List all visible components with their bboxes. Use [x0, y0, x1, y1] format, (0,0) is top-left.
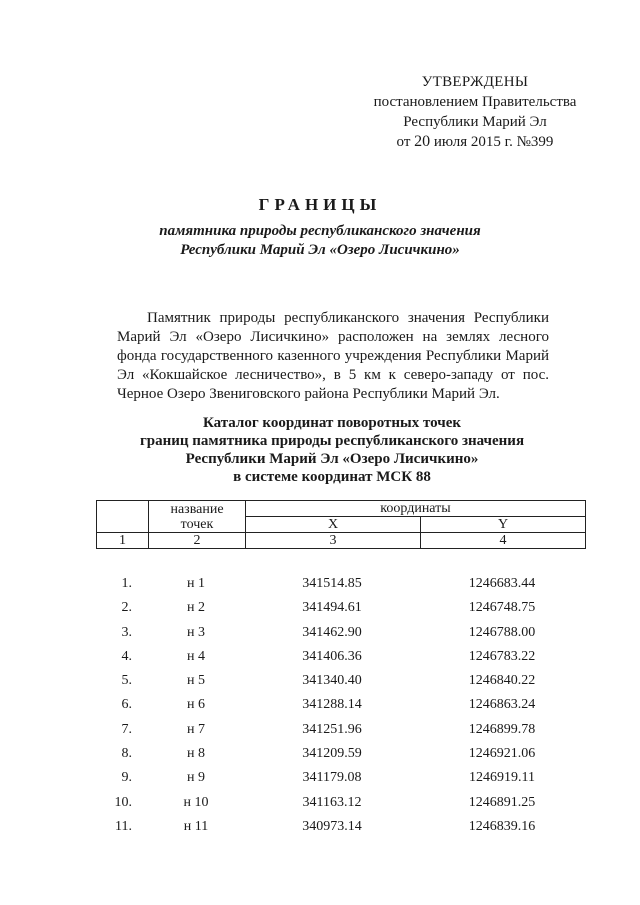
header-point-name-line-2: точек — [180, 516, 214, 532]
row-number: 8. — [121, 746, 132, 762]
catalog-title-line-3: Республики Марий Эл «Озеро Лисичкино» — [185, 451, 479, 467]
header-point-name-line-1: название — [170, 501, 224, 517]
row-number: 1. — [121, 576, 132, 591]
table-row — [96, 815, 586, 839]
table-row — [96, 742, 586, 766]
subtitle-line-1: памятника природы республиканского значения — [159, 223, 481, 239]
row-x: 341251.96 — [302, 721, 362, 737]
table-row — [96, 791, 586, 815]
row-point: н 7 — [187, 721, 205, 737]
header-col-number-1: 1 — [97, 533, 149, 549]
row-x: 341209.59 — [302, 746, 362, 762]
header-coordinates: координаты — [246, 501, 586, 517]
approval-block — [360, 72, 590, 152]
row-x: 340973.14 — [302, 818, 362, 834]
coordinates-rows — [96, 572, 586, 839]
row-point: н 6 — [187, 697, 205, 713]
row-y: 1246863.24 — [468, 697, 536, 713]
row-point: н 10 — [183, 794, 209, 810]
catalog-title-line-2: границ памятника природы республиканского значения — [139, 433, 525, 449]
table-row — [96, 693, 586, 717]
approval-heading: УТВЕРЖДЕНЫ — [421, 74, 529, 90]
catalog-title — [0, 414, 640, 486]
row-point: н 5 — [187, 673, 205, 689]
row-x: 341514.85 — [302, 576, 362, 591]
table-row — [96, 718, 586, 742]
intro-paragraph — [117, 309, 549, 404]
table-row — [96, 621, 586, 645]
header-x: X — [246, 517, 421, 533]
row-y: 1246921.06 — [468, 746, 536, 762]
approval-authority: постановлением Правительства — [373, 94, 577, 110]
row-x: 341462.90 — [302, 624, 362, 640]
row-point: н 9 — [187, 770, 205, 786]
row-number: 6. — [121, 697, 132, 713]
row-x: 341406.36 — [302, 648, 362, 664]
row-number: 5. — [121, 673, 132, 689]
row-y: 1246748.75 — [468, 600, 536, 616]
intro-text: Памятник природы республиканского значения Республики Марий Эл «Озеро Лисичкино» расположен на землях лесного фонда государственного казенного учреждения Республики Марий Эл «Кокшайское лесничество», в 5 км к северо-западу от пос. Черное Озеро Звениговского района Республики Марий Эл. — [117, 310, 549, 402]
row-x: 341494.61 — [302, 600, 362, 616]
row-point: н 11 — [183, 818, 209, 834]
row-number: 7. — [121, 721, 132, 737]
header-col-number-3: 3 — [246, 533, 421, 549]
row-y: 1246683.44 — [468, 576, 536, 591]
row-y: 1246919.11 — [469, 770, 535, 786]
row-number: 9. — [121, 770, 132, 786]
row-y: 1246899.78 — [468, 721, 536, 737]
row-y: 1246788.00 — [468, 624, 536, 640]
subtitle-line-2: Республики Марий Эл «Озеро Лисичкино» — [180, 242, 460, 258]
table-row — [96, 645, 586, 669]
row-point: н 3 — [187, 624, 205, 640]
row-y: 1246840.22 — [468, 673, 536, 689]
coordinates-table-header — [96, 500, 586, 549]
row-number: 10. — [114, 794, 132, 810]
row-x: 341179.08 — [302, 770, 362, 786]
row-x: 341340.40 — [302, 673, 362, 689]
catalog-title-line-1: Каталог координат поворотных точек — [202, 415, 462, 431]
row-y: 1246839.16 — [468, 818, 536, 834]
row-x: 341163.12 — [302, 794, 362, 810]
catalog-title-line-4: в системе координат МСК 88 — [233, 469, 431, 485]
approval-republic: Республики Марий Эл — [403, 114, 547, 130]
header-col-number-2: 2 — [149, 533, 246, 549]
row-point: н 1 — [187, 576, 205, 591]
row-point: н 8 — [187, 746, 205, 762]
row-number: 3. — [121, 624, 132, 640]
row-point: н 2 — [187, 600, 205, 616]
table-row — [96, 669, 586, 693]
row-number: 4. — [121, 648, 132, 664]
header-y: Y — [421, 517, 586, 533]
table-row — [96, 596, 586, 620]
row-number: 11. — [115, 818, 132, 834]
approval-date-prefix: от — [396, 134, 411, 150]
header-col-number-4: 4 — [421, 533, 586, 549]
header-point-name — [149, 501, 246, 533]
row-x: 341288.14 — [302, 697, 362, 713]
document-subtitle — [0, 222, 640, 260]
document-title: ГРАНИЦЫ — [258, 195, 382, 214]
table-row — [96, 572, 586, 596]
approval-date-rest: июля 2015 г. №399 — [433, 134, 554, 150]
row-point: н 4 — [187, 648, 205, 664]
row-number: 2. — [121, 600, 132, 616]
row-y: 1246783.22 — [468, 648, 536, 664]
header-number-cell — [97, 501, 149, 533]
table-row — [96, 766, 586, 790]
approval-date-day: 20 — [414, 133, 431, 150]
row-y: 1246891.25 — [468, 794, 536, 810]
approval-date — [360, 132, 590, 152]
